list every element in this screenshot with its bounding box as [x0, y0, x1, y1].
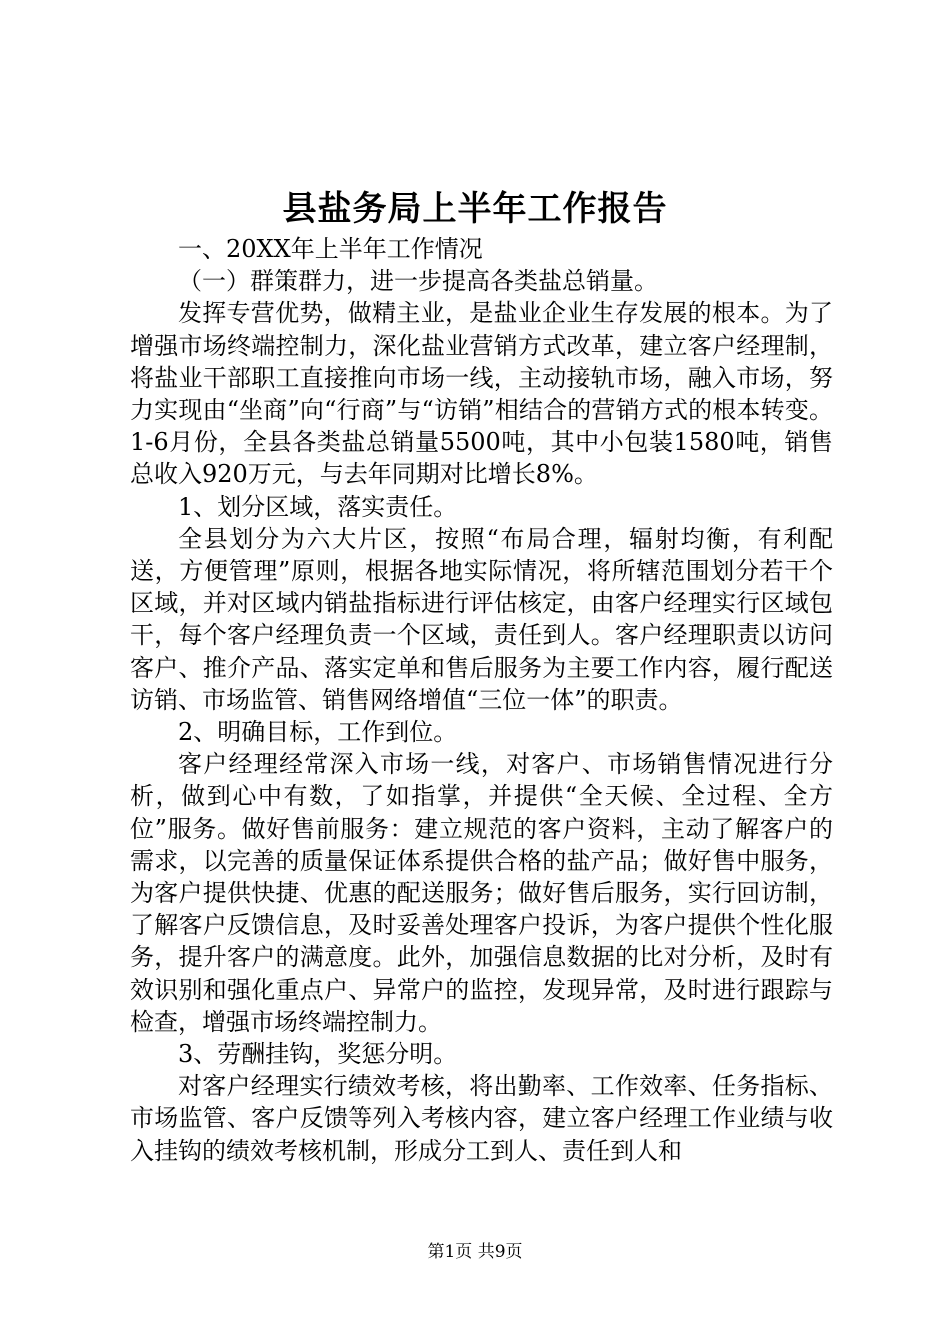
section-heading: 一、20XX年上半年工作情况: [178, 235, 483, 263]
document-title: 县盐务局上半年工作报告: [282, 189, 668, 229]
item-heading: 1、划分区域，落实责任。: [178, 492, 458, 521]
subsection-heading: （一）群策群力，进一步提高各类盐总销量。: [178, 267, 658, 296]
body-paragraph: 客户经理经常深入市场一线，对客户、市场销售情况进行分析，做到心中有数，了如指掌，并提供“全天候、全过程、全方位”服务。做好售前服务：建立规范的客户资料，主动了解客户的需求，以完善的质量保证体系提供合格的盐产品；做好售中服务，为客户提供快捷、优惠的配送服务；做好售后服务，实行回访制，了解客户反馈信息，及时妥善处理客户投诉，为客户提供个性化服务，提升客户的满意度。此外，加强信息数据的比对分析，及时有效识别和强化重点户、异常户的监控，发现异常，及时进行跟踪与检查，增强市场终端控制力。: [130, 750, 833, 1036]
body-paragraph: 对客户经理实行绩效考核，将出勤率、工作效率、任务指标、市场监管、客户反馈等列入考核内容，建立客户经理工作业绩与收入挂钩的绩效考核机制，形成分工到人、责任到人和: [130, 1072, 833, 1165]
document-body: [130, 233, 833, 1167]
item-heading: 2、明确目标，工作到位。: [178, 718, 458, 747]
item-heading: 3、劳酬挂钩，奖惩分明。: [178, 1040, 458, 1069]
body-paragraph: 全县划分为六大片区，按照“布局合理，辐射均衡，有利配送，方便管理”原则，根据各地实际情况，将所辖范围划分若干个区域，并对区域内销盐指标进行评估核定，由客户经理实行区域包干，每个客户经理负责一个区域，责任到人。客户经理职责以访问客户、推介产品、落实定单和售后服务为主要工作内容，履行配送访销、市场监管、销售网络增值“三位一体”的职责。: [130, 524, 833, 714]
page-number-footer: 第1页 共9页: [427, 1242, 523, 1262]
body-paragraph: 发挥专营优势，做精主业，是盐业企业生存发展的根本。为了增强市场终端控制力，深化盐业营销方式改革，建立客户经理制，将盐业干部职工直接推向市场一线，主动接轨市场，融入市场，努力实现由“坐商”向“行商”与“访销”相结合的营销方式的根本转变。1-6月份，全县各类盐总销量5500吨，其中小包装1580吨，销售总收入920万元，与去年同期对比增长8%。: [130, 299, 833, 489]
